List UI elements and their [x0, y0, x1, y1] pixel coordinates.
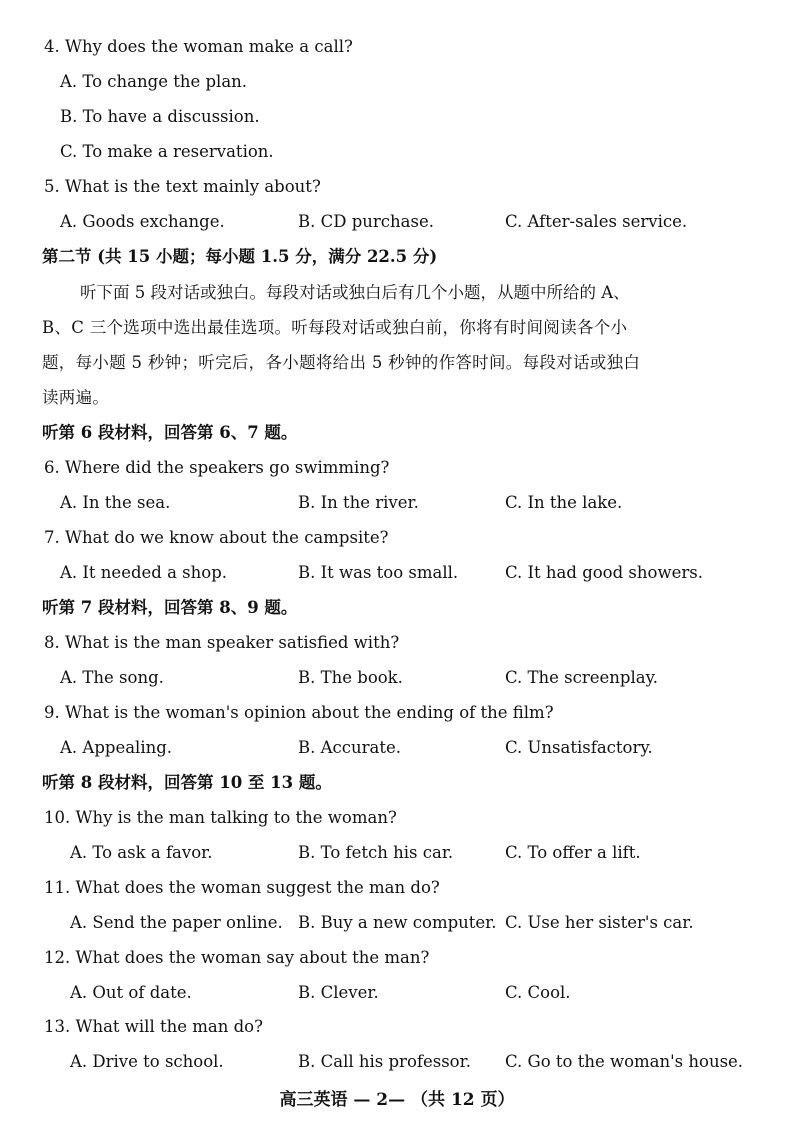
- material-8-heading: 听第 8 段材料，回答第 10 至 13 题。: [42, 773, 332, 792]
- question-7-stem: 7. What do we know about the campsite?: [44, 528, 389, 547]
- material-6-heading: 听第 6 段材料，回答第 6、7 题。: [42, 423, 298, 442]
- question-8-option-a: A. The song.: [60, 668, 164, 687]
- question-9-option-a: A. Appealing.: [60, 738, 173, 757]
- question-10-option-b: B. To fetch his car.: [298, 843, 454, 862]
- question-4-option-b: B. To have a discussion.: [60, 107, 260, 126]
- question-10-stem: 10. Why is the man talking to the woman?: [44, 808, 397, 827]
- question-13-option-b: B. Call his professor.: [298, 1052, 471, 1071]
- section-2-instruction-line-4: 读两遍。: [42, 388, 110, 407]
- question-6-option-c: C. In the lake.: [505, 493, 623, 512]
- section-2-instruction-line-3: 题，每小题 5 秒钟；听完后，各小题将给出 5 秒钟的作答时间。每段对话或独白: [42, 353, 641, 372]
- page-footer: 高三英语 — 2— （共 12 页）: [279, 1090, 515, 1110]
- question-7-option-b: B. It was too small.: [298, 563, 459, 582]
- question-5-option-c: C. After-sales service.: [505, 212, 688, 231]
- question-9-option-b: B. Accurate.: [298, 738, 402, 757]
- question-4-option-a: A. To change the plan.: [60, 72, 248, 91]
- question-9-option-c: C. Unsatisfactory.: [505, 738, 653, 757]
- question-13-stem: 13. What will the man do?: [44, 1017, 263, 1036]
- question-6-option-b: B. In the river.: [298, 493, 419, 512]
- question-6-option-a: A. In the sea.: [60, 493, 171, 512]
- question-12-option-c: C. Cool.: [505, 983, 571, 1002]
- question-13-option-c: C. Go to the woman's house.: [505, 1052, 744, 1071]
- question-12-option-a: A. Out of date.: [70, 983, 192, 1002]
- question-12-stem: 12. What does the woman say about the man?: [44, 948, 430, 967]
- section-2-title: 第二节 (共 15 小题；每小题 1.5 分，满分 22.5 分): [42, 247, 438, 266]
- question-7-option-a: A. It needed a shop.: [60, 563, 228, 582]
- question-12-option-b: B. Clever.: [298, 983, 379, 1002]
- question-11-option-c: C. Use her sister's car.: [505, 913, 694, 932]
- question-10-option-a: A. To ask a favor.: [70, 843, 213, 862]
- question-13-option-a: A. Drive to school.: [70, 1052, 224, 1071]
- question-4-option-c: C. To make a reservation.: [60, 142, 274, 161]
- question-5-option-a: A. Goods exchange.: [60, 212, 225, 231]
- question-4-stem: 4. Why does the woman make a call?: [44, 37, 353, 56]
- section-2-instruction-line-1: 听下面 5 段对话或独白。每段对话或独白后有几个小题，从题中所给的 A、: [80, 283, 630, 302]
- question-7-option-c: C. It had good showers.: [505, 563, 703, 582]
- section-2-instruction-line-2: B、C 三个选项中选出最佳选项。听每段对话或独白前，你将有时间阅读各个小: [42, 318, 628, 337]
- question-8-option-b: B. The book.: [298, 668, 403, 687]
- question-5-option-b: B. CD purchase.: [298, 212, 434, 231]
- material-7-heading: 听第 7 段材料，回答第 8、9 题。: [42, 598, 298, 617]
- question-8-stem: 8. What is the man speaker satisfied with?: [44, 633, 400, 652]
- question-11-option-a: A. Send the paper online.: [70, 913, 283, 932]
- question-11-option-b: B. Buy a new computer.: [298, 913, 497, 932]
- question-5-stem: 5. What is the text mainly about?: [44, 177, 321, 196]
- question-11-stem: 11. What does the woman suggest the man do?: [44, 878, 440, 897]
- question-8-option-c: C. The screenplay.: [505, 668, 658, 687]
- question-6-stem: 6. Where did the speakers go swimming?: [44, 458, 390, 477]
- question-10-option-c: C. To offer a lift.: [505, 843, 641, 862]
- question-9-stem: 9. What is the woman's opinion about the ending of the film?: [44, 703, 554, 722]
